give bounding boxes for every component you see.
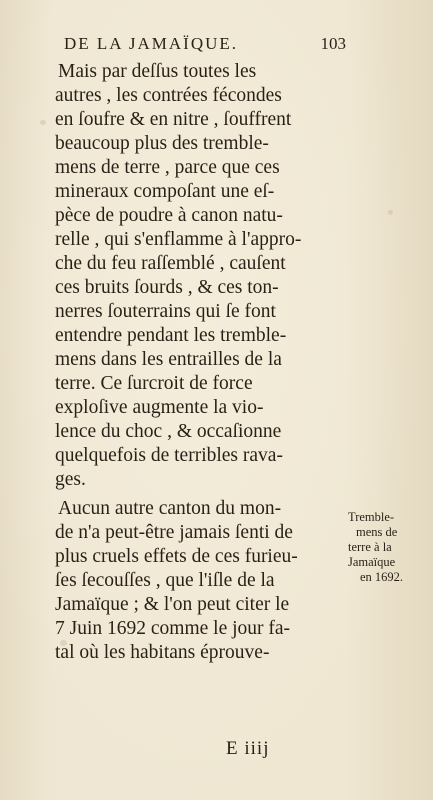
text-line: relle , qui s'enflamme à l'appro- xyxy=(55,229,302,250)
page-number: 103 xyxy=(320,34,346,53)
text-line: Aucun autre canton du mon- xyxy=(58,498,282,519)
signature-mark: E iiij xyxy=(226,738,270,759)
text-line: de n'a peut-être jamais ſenti de xyxy=(55,522,293,543)
text-line: mens dans les entrailles de la xyxy=(55,349,282,370)
margin-note-line: terre à la xyxy=(348,540,392,554)
text-line: 7 Juin 1692 comme le jour fa- xyxy=(55,618,291,639)
foxing-spot xyxy=(40,120,46,125)
text-line: lence du choc , & occaſionne xyxy=(55,421,282,442)
text-line: Jamaïque ; & l'on peut citer le xyxy=(55,594,290,615)
text-line: autres , les contrées fécondes xyxy=(55,85,282,106)
text-line: che du feu raſſemblé , cauſent xyxy=(55,253,286,274)
text-line: exploſive augmente la vio- xyxy=(55,397,264,418)
text-line: quelquefois de terribles rava- xyxy=(55,445,283,466)
text-line: en ſoufre & en nitre , ſouffrent xyxy=(55,109,292,130)
text-line: ſes ſecouſſes , que l'iſle de la xyxy=(55,570,275,591)
text-line: ges. xyxy=(55,469,86,490)
text-line: pèce de poudre à canon natu- xyxy=(55,205,283,226)
text-line: ces bruits ſourds , & ces ton- xyxy=(55,277,279,298)
foxing-spot xyxy=(388,210,393,215)
text-line: plus cruels effets de ces furieu- xyxy=(55,546,298,567)
text-line: entendre pendant les tremble- xyxy=(55,325,287,346)
text-line: terre. Ce ſurcroit de force xyxy=(55,373,253,394)
text-line: mineraux compoſant une eſ- xyxy=(55,181,275,202)
text-line: Mais par deſſus toutes les xyxy=(58,61,257,82)
running-head-title: DE LA JAMAÏQUE. xyxy=(64,34,239,53)
text-line: tal où les habitans éprouve- xyxy=(55,642,270,663)
text-line: beaucoup plus des tremble- xyxy=(55,133,269,154)
text-line: nerres ſouterrains qui ſe font xyxy=(55,301,276,322)
text-line: mens de terre , parce que ces xyxy=(55,157,280,178)
margin-note-line: Tremble- xyxy=(348,510,395,524)
margin-note-line: en 1692. xyxy=(360,570,404,584)
margin-note-line: Jamaïque xyxy=(348,555,396,569)
running-head xyxy=(56,34,346,56)
margin-note-line: mens de xyxy=(356,525,398,539)
